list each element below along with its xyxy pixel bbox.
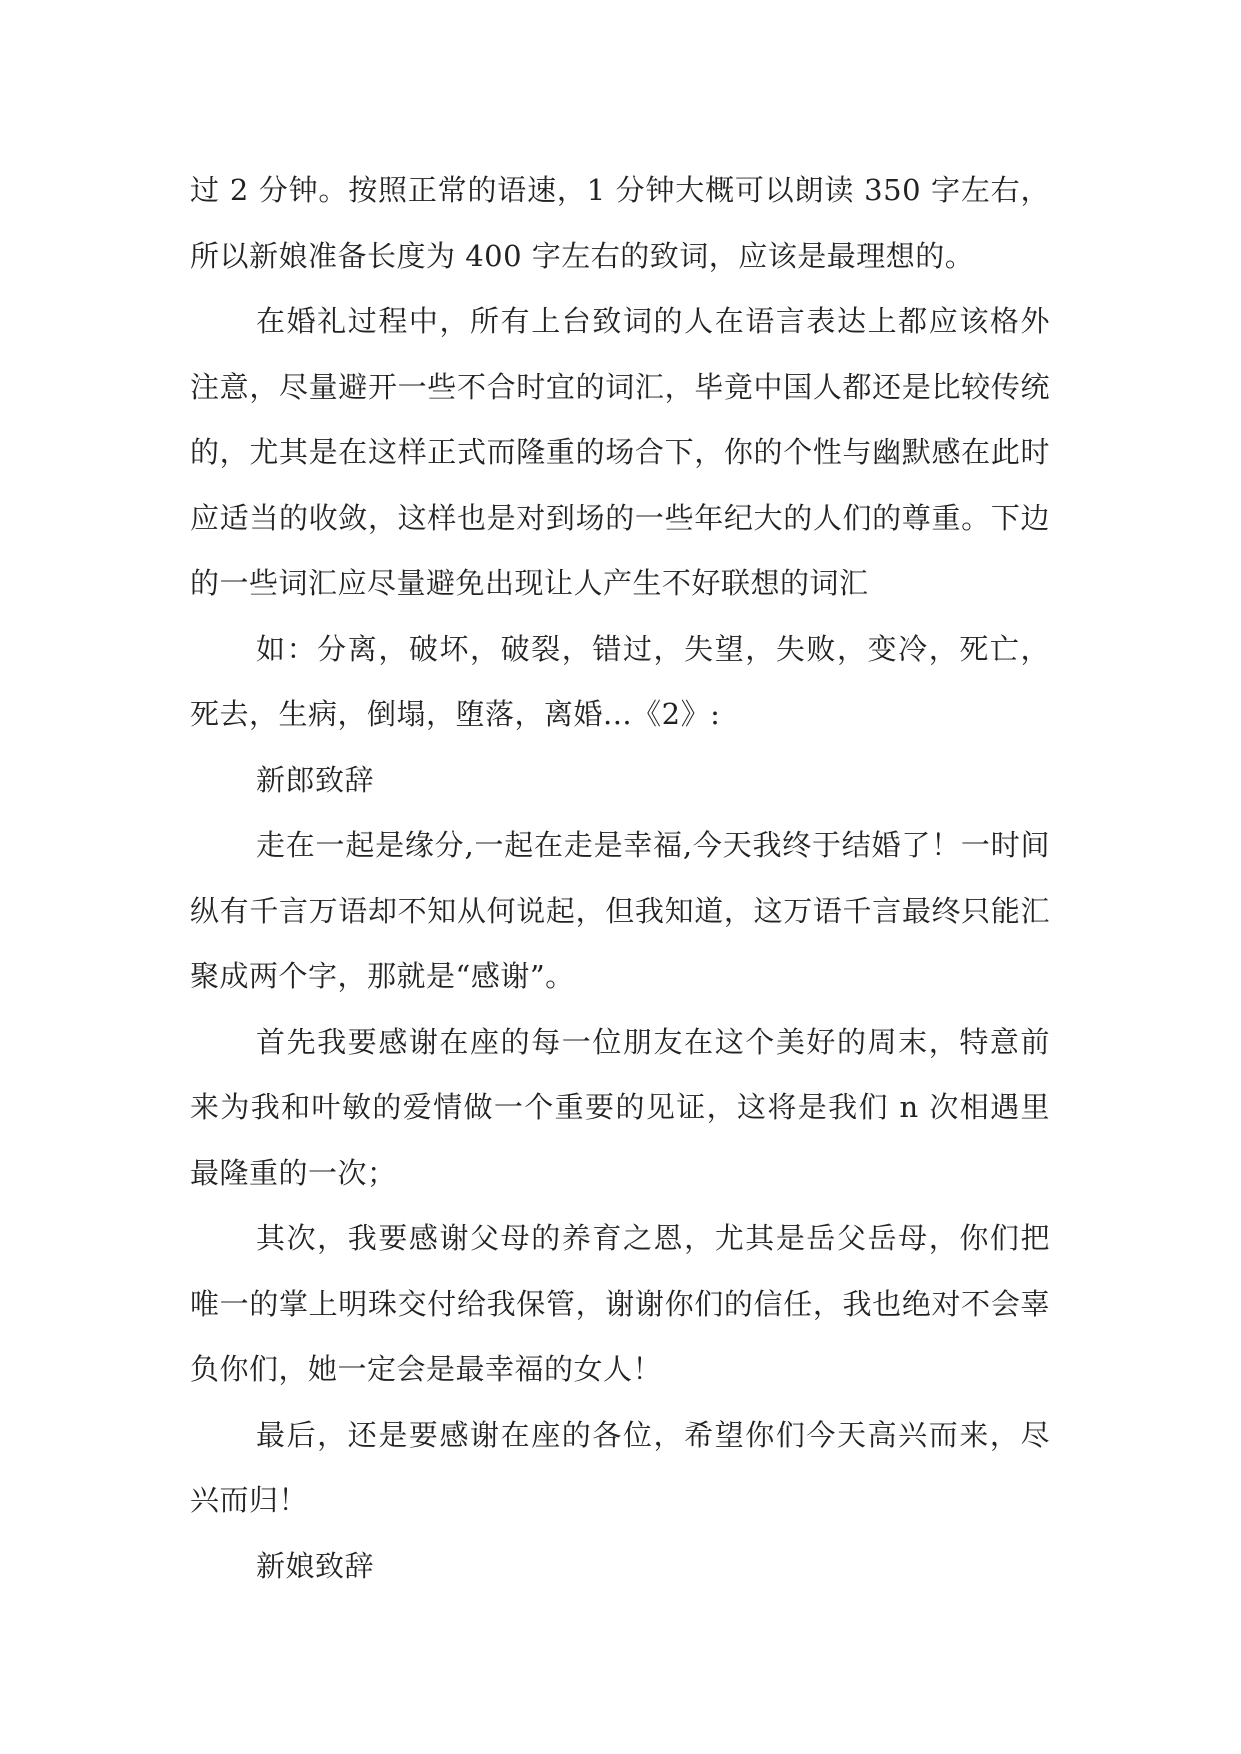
paragraph-1: 过 2 分钟。按照正常的语速，1 分钟大概可以朗读 350 字左右，所以新娘准备长度为 400 字左右的致词，应该是最理想的。 — [190, 173, 1050, 273]
document-body — [190, 158, 1050, 1599]
paragraph-2: 在婚礼过程中，所有上台致词的人在语言表达上都应该格外注意，尽量避开一些不合时宜的词汇，毕竟中国人都还是比较传统的，尤其是在这样正式而隆重的场合下，你的个性与幽默感在此时应适当的收敛，这样也是对到场的一些年纪大的人们的尊重。下边的一些词汇应尽量避免出现让人产生不好联想的词汇 — [190, 304, 1050, 600]
paragraph-8: 最后，还是要感谢在座的各位，希望你们今天高兴而来，尽兴而归！ — [190, 1417, 1050, 1517]
paragraph-5: 走在一起是缘分,一起在走是幸福,今天我终于结婚了！一时间纵有千言万语却不知从何说起，但我知道，这万语千言最终只能汇聚成两个字，那就是“感谢”。 — [190, 828, 1050, 993]
section-heading-groom: 新郎致辞 — [256, 762, 375, 797]
paragraph-3: 如：分离，破坏，破裂，错过，失望，失败，变冷，死亡，死去，生病，倒塌，堕落，离婚...《2》: — [190, 631, 1050, 731]
paragraph-6: 首先我要感谢在座的每一位朋友在这个美好的周末，特意前来为我和叶敏的爱情做一个重要的见证，这将是我们 n 次相遇里最隆重的一次； — [190, 1024, 1050, 1190]
section-heading-bride: 新娘致辞 — [256, 1548, 375, 1583]
paragraph-7: 其次，我要感谢父母的养育之恩，尤其是岳父岳母，你们把唯一的掌上明珠交付给我保管，谢谢你们的信任，我也绝对不会辜负你们，她一定会是最幸福的女人！ — [190, 1221, 1050, 1386]
